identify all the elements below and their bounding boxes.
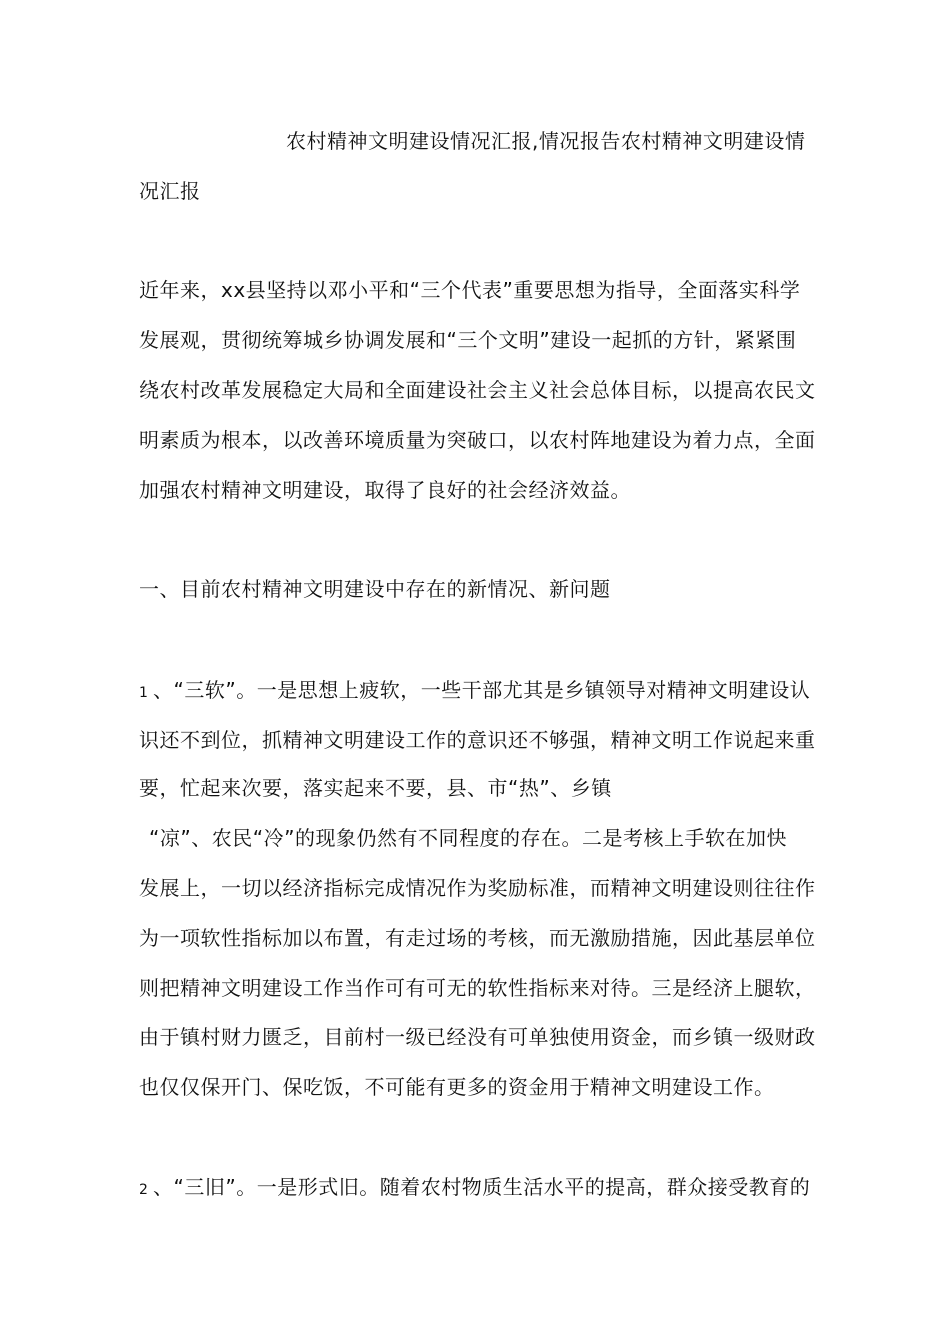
intro-paragraph-line: 发展观，贯彻统筹城乡协调发展和“三个文明”建设一起抓的方针，紧紧围	[139, 328, 797, 352]
item-2-number: 2	[139, 1182, 149, 1198]
item-1-line: 识还不到位，抓精神文明建设工作的意识还不够强，精神文明工作说起来重	[139, 728, 816, 752]
document-title-line-1: 农村精神文明建设情况汇报,情况报告农村精神文明建设情	[286, 129, 806, 153]
item-1-line: 要，忙起来次要，落实起来不要，县、市“热”、乡镇	[139, 776, 612, 800]
item-1-line: 则把精神文明建设工作当作可有可无的软性指标来对待。三是经济上腿软，	[139, 976, 816, 1000]
intro-paragraph-line: 加强农村精神文明建设，取得了良好的社会经济效益。	[139, 478, 631, 502]
document-title-line-2: 况汇报	[139, 179, 201, 203]
item-1-line: 由于镇村财力匮乏，目前村一级已经没有可单独使用资金，而乡镇一级财政	[139, 1025, 816, 1049]
section-heading: 一、目前农村精神文明建设中存在的新情况、新问题	[139, 577, 611, 601]
item-1-text: 、“三软”。一是思想上疲软，一些干部尤其是乡镇领导对精神文明建设认	[153, 678, 811, 702]
intro-paragraph-line: 明素质为根本，以改善环境质量为突破口，以农村阵地建设为着力点，全面	[139, 428, 816, 452]
item-1-line: 也仅仅保开门、保吃饭，不可能有更多的资金用于精神文明建设工作。	[139, 1075, 775, 1099]
item-2-line	[139, 1174, 810, 1203]
item-1-line: 为一项软性指标加以布置，有走过场的考核，而无激励措施，因此基层单位	[139, 926, 816, 950]
item-1-number: 1	[139, 685, 149, 701]
item-1-line: “凉”、农民“冷”的现象仍然有不同程度的存在。二是考核上手软在加快	[149, 826, 787, 850]
intro-paragraph-line: 绕农村改革发展稳定大局和全面建设社会主义社会总体目标，以提高农民文	[139, 378, 816, 402]
item-2-text: 、“三旧”。一是形式旧。随着农村物质生活水平的提高，群众接受教育的	[153, 1175, 811, 1199]
item-1-line: 发展上，一切以经济指标完成情况作为奖励标准，而精神文明建设则往往作	[139, 876, 816, 900]
intro-paragraph-line: 近年来，xx县坚持以邓小平和“三个代表”重要思想为指导，全面落实科学	[139, 278, 801, 302]
item-1-line	[139, 677, 810, 706]
